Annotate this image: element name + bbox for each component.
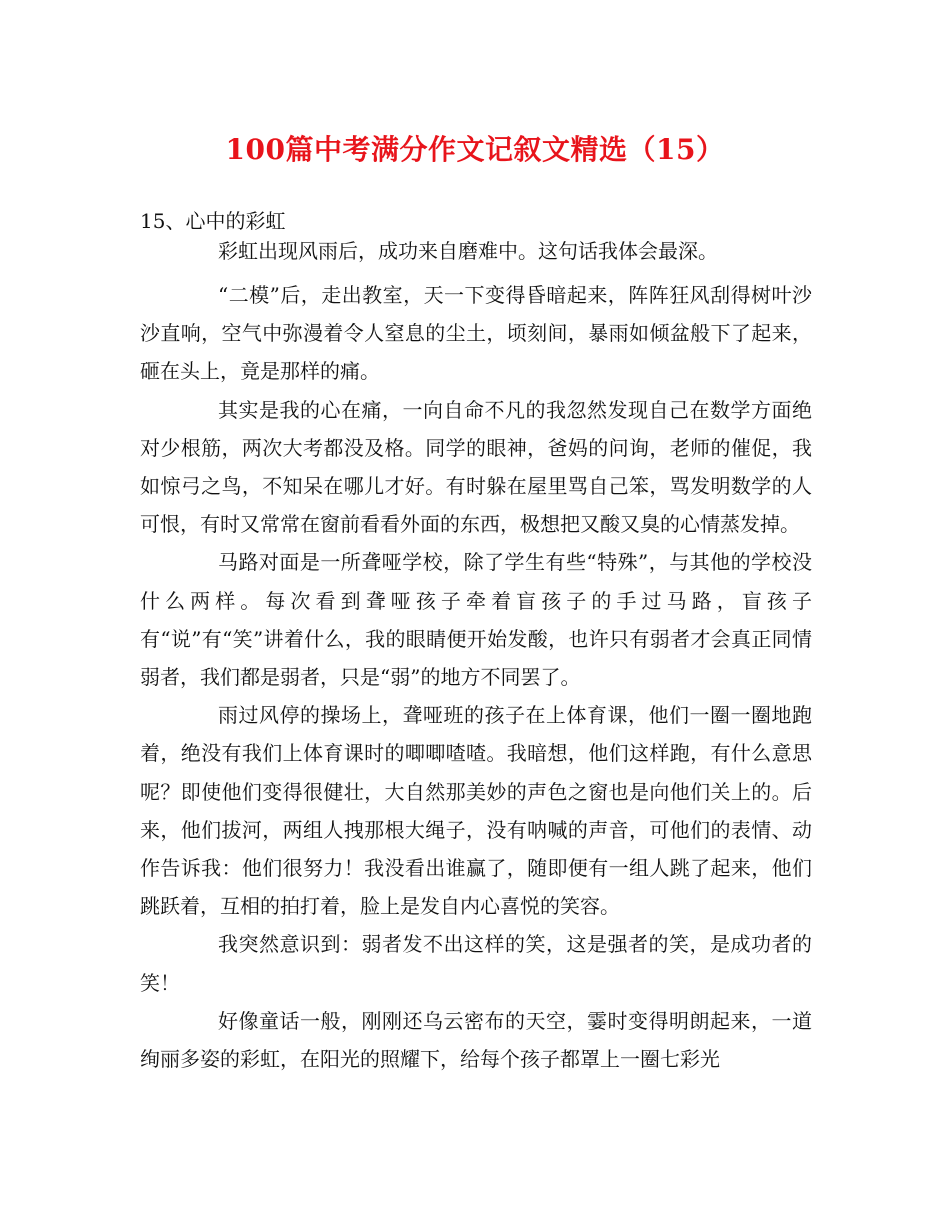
paragraph: 彩虹出现风雨后，成功来自磨难中。这句话我体会最深。 xyxy=(218,239,718,263)
paragraph: 我突然意识到：弱者发不出这样的笑，这是强者的笑，是成功者的笑！ xyxy=(140,932,812,995)
paragraph: 其实是我的心在痛，一向自命不凡的我忽然发现自己在数学方面绝对少根筋，两次大考都没及格。同学的眼神，爸妈的问询，老师的催促，我如惊弓之鸟，不知呆在哪儿才好。有时躲在屋里骂自己笨，骂发明数学的人可恨，有时又常常在窗前看看外面的东西，极想把又酸又臭的心情蒸发掉。 xyxy=(140,397,812,537)
section-heading: 15、心中的彩虹 xyxy=(140,209,286,233)
paragraph: 雨过风停的操场上，聋哑班的孩子在上体育课，他们一圈一圈地跑着，绝没有我们上体育课时的唧唧喳喳。我暗想，他们这样跑，有什么意思呢？即使他们变得很健壮，大自然那美妙的声色之窗也是向他们关上的。后来，他们拔河，两组人拽那根大绳子，没有呐喊的声音，可他们的表情、动作告诉我：他们很努力！我没看出谁赢了，随即便有一组人跳了起来，他们跳跃着，互相的拍打着，脸上是发自内心喜悦的笑容。 xyxy=(140,703,812,919)
paragraph: 好像童话一般，刚刚还乌云密布的天空，霎时变得明朗起来，一道绚丽多姿的彩虹，在阳光的照耀下，给每个孩子都罩上一圈七彩光 xyxy=(140,1008,812,1072)
paragraph: 马路对面是一所聋哑学校，除了学生有些“特殊”，与其他的学校没什么两样。每次看到聋哑孩子牵着盲孩子的手过马路，盲孩子有“说”有“笑”讲着什么，我的眼睛便开始发酸，也许只有弱者才会真正同情弱者，我们都是弱者，只是“弱”的地方不同罢了。 xyxy=(140,550,812,690)
paragraph: “二模”后，走出教室，天一下变得昏暗起来，阵阵狂风刮得树叶沙沙直响，空气中弥漫着令人窒息的尘土，顷刻间，暴雨如倾盆般下了起来，砸在头上，竟是那样的痛。 xyxy=(140,283,812,384)
document-title: 100篇中考满分作文记叙文精选（15） xyxy=(225,133,725,166)
article-body xyxy=(140,236,812,1078)
